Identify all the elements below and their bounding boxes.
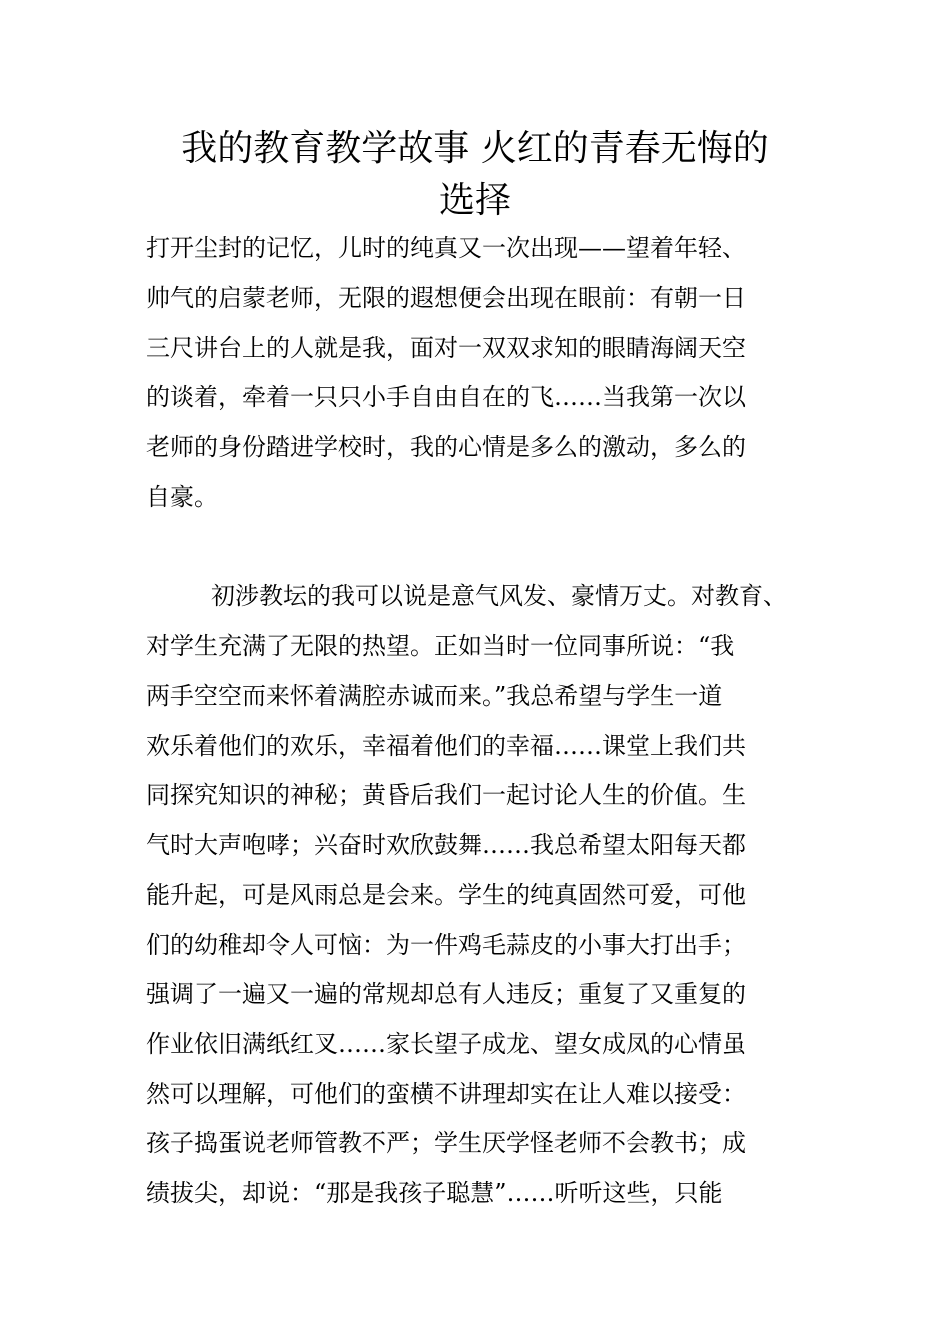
paragraph-line: 气时大声咆哮；兴奋时欢欣鼓舞……我总希望太阳每天都 (146, 831, 746, 859)
paragraph-line: 能升起，可是风雨总是会来。学生的纯真固然可爱，可他 (146, 881, 746, 909)
paragraph-line: 绩拔尖，却说：“那是我孩子聪慧”……听听这些，只能 (146, 1179, 723, 1207)
paragraph-line: 们的幼稚却令人可恼：为一件鸡毛蒜皮的小事大打出手； (146, 931, 746, 959)
document-title-line-2: 选择 (438, 180, 511, 221)
paragraph-line: 打开尘封的记忆，儿时的纯真又一次出现——望着年轻、 (146, 234, 746, 262)
paragraph-line: 初涉教坛的我可以说是意气风发、豪情万丈。对教育、 (211, 582, 787, 610)
paragraph-line: 同探究知识的神秘；黄昏后我们一起讨论人生的价值。生 (146, 781, 746, 809)
paragraph-line: 对学生充满了无限的热望。正如当时一位同事所说：“我 (146, 632, 735, 660)
paragraph-line: 欢乐着他们的欢乐，幸福着他们的幸福……课堂上我们共 (146, 732, 746, 760)
paragraph-line: 作业依旧满纸红叉……家长望子成龙、望女成凤的心情虽 (146, 1030, 746, 1058)
paragraph-line: 帅气的启蒙老师，无限的遐想便会出现在眼前：有朝一日 (146, 284, 746, 312)
paragraph-line: 然可以理解，可他们的蛮横不讲理却实在让人难以接受： (146, 1080, 746, 1108)
paragraph-line: 孩子捣蛋说老师管教不严；学生厌学怪老师不会教书；成 (146, 1129, 746, 1157)
paragraph-line: 的谈着，牵着一只只小手自由自在的飞……当我第一次以 (146, 383, 746, 411)
paragraph-line: 强调了一遍又一遍的常规却总有人违反；重复了又重复的 (146, 980, 746, 1008)
paragraph-line: 两手空空而来怀着满腔赤诚而来。”我总希望与学生一道 (146, 682, 723, 710)
paragraph-line: 自豪。 (146, 483, 218, 511)
document-title-line-1: 我的教育教学故事 火红的青春无悔的 (181, 128, 769, 169)
paragraph-line: 老师的身份踏进学校时，我的心情是多么的激动，多么的 (146, 433, 746, 461)
paragraph-line: 三尺讲台上的人就是我，面对一双双求知的眼睛海阔天空 (146, 334, 746, 362)
